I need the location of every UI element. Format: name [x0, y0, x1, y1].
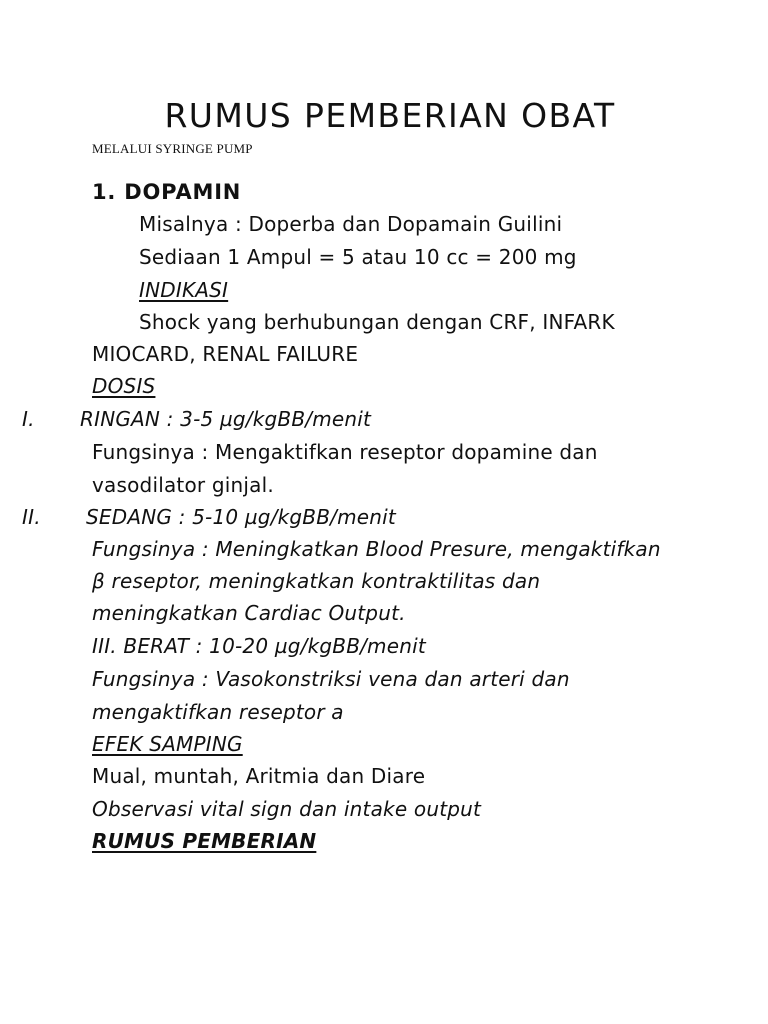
page-subtitle: MELALUI SYRINGE PUMP — [92, 141, 253, 156]
text-sediaan: Sediaan 1 Ampul = 5 atau 10 cc = 200 mg — [139, 245, 577, 269]
dose-ringan: RINGAN : 3-5 µg/kgBB/menit — [80, 407, 372, 431]
text-observasi: Observasi vital sign dan intake output — [92, 797, 482, 821]
heading-rumus-pemberian: RUMUS PEMBERIAN — [92, 829, 317, 853]
text-sedang-fungsi-3: meningkatkan Cardiac Output. — [92, 601, 406, 625]
dose-berat: III. BERAT : 10-20 µg/kgBB/menit — [92, 634, 426, 658]
text-misalnya: Misalnya : Doperba dan Dopamain Guilini — [139, 212, 563, 236]
text-ringan-fungsi-2: vasodilator ginjal. — [92, 473, 274, 497]
text-sedang-fungsi-2: β reseptor, meningkatkan kontraktilitas dan — [92, 569, 541, 593]
dose-sedang: SEDANG : 5-10 µg/kgBB/menit — [86, 505, 396, 529]
text-sedang-fungsi-1: Fungsinya : Meningkatkan Blood Presure, mengaktifkan — [92, 537, 661, 561]
heading-dosis: DOSIS — [92, 374, 156, 398]
text-ringan-fungsi-1: Fungsinya : Mengaktifkan reseptor dopamine dan — [92, 440, 598, 464]
text-indikasi-line-2: MIOCARD, RENAL FAILURE — [92, 342, 359, 366]
text-berat-fungsi-1: Fungsinya : Vasokonstriksi vena dan arteri dan — [92, 667, 570, 691]
text-efek-samping: Mual, muntah, Aritmia dan Diare — [92, 764, 426, 788]
heading-efek-samping: EFEK SAMPING — [92, 732, 243, 756]
numeral-sedang: II. — [22, 505, 41, 529]
page-title: RUMUS PEMBERIAN OBAT — [164, 96, 616, 135]
section-heading-dopamin: 1. DOPAMIN — [92, 180, 242, 204]
text-indikasi-line-1: Shock yang berhubungan dengan CRF, INFARK — [139, 310, 615, 334]
text-berat-fungsi-2: mengaktifkan reseptor a — [92, 700, 344, 724]
numeral-ringan: I. — [22, 407, 35, 431]
heading-indikasi: INDIKASI — [139, 278, 229, 302]
